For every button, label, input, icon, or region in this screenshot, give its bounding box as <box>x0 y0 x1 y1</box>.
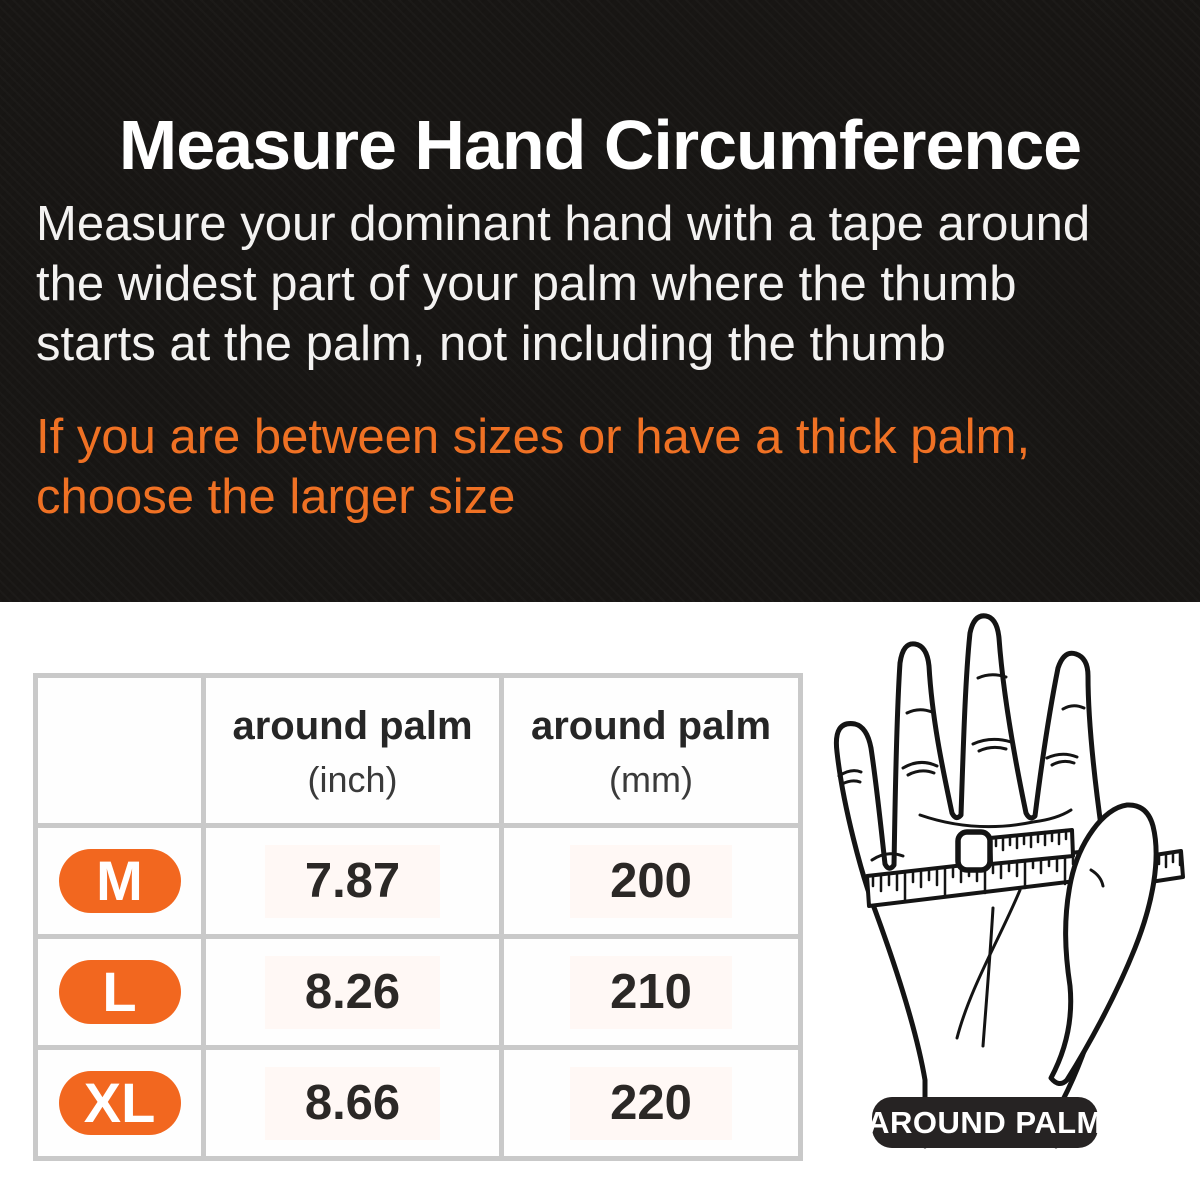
mm-value: 220 <box>570 1067 732 1140</box>
mm-value: 200 <box>570 845 732 918</box>
between-sizes-note <box>36 407 1030 527</box>
size-badge-m: M <box>59 849 181 913</box>
mm-column-header <box>502 676 801 826</box>
tape-buckle <box>958 832 990 870</box>
mm-value: 210 <box>570 956 732 1029</box>
tape-upper-segment <box>990 830 1073 864</box>
hand-measuring-tape-illustration-icon <box>815 608 1200 1168</box>
size-badge-l: L <box>59 960 181 1024</box>
inch-value: 7.87 <box>265 845 440 918</box>
instruction-line: the widest part of your palm where the thumb <box>36 257 1017 311</box>
table-row-l <box>36 937 801 1048</box>
table-row-xl <box>36 1048 801 1159</box>
column-unit: (mm) <box>609 758 693 800</box>
inch-column-header <box>204 676 502 826</box>
column-unit: (inch) <box>307 758 398 800</box>
column-title: around palm <box>530 703 772 748</box>
instruction-line: starts at the palm, not including the thumb <box>36 317 946 371</box>
instruction-line: Measure your dominant hand with a tape around <box>36 197 1091 251</box>
around-palm-badge: AROUND PALM <box>872 1097 1098 1148</box>
size-chart-table <box>33 673 803 1161</box>
size-badge-xl: XL <box>59 1071 181 1135</box>
table-header-row <box>36 676 801 826</box>
table-row-m <box>36 826 801 937</box>
page-title: Measure Hand Circumference <box>118 105 1082 184</box>
inch-value: 8.26 <box>265 956 440 1029</box>
inch-value: 8.66 <box>265 1067 440 1140</box>
note-line: If you are between sizes or have a thick palm, <box>36 410 1031 464</box>
column-title: around palm <box>232 703 473 748</box>
measure-instructions <box>36 194 1090 374</box>
note-line: choose the larger size <box>36 470 516 524</box>
size-column-header <box>36 676 204 826</box>
